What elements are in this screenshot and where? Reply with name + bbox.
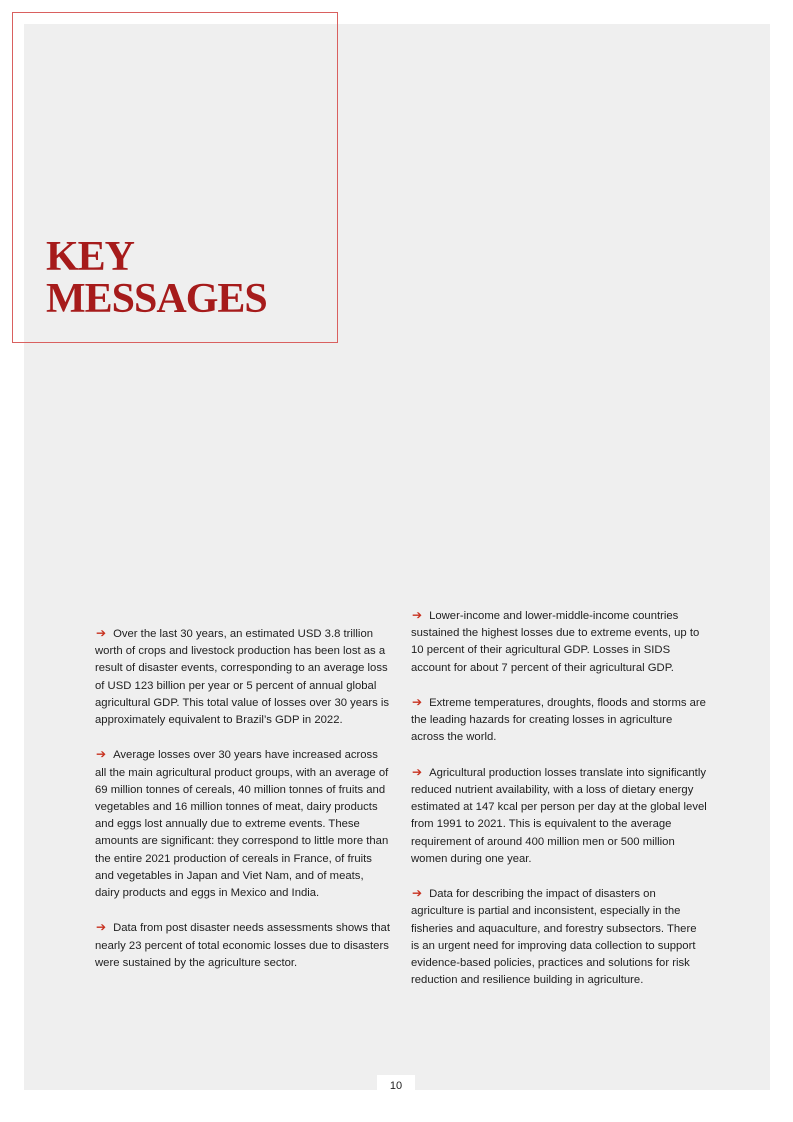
- arrow-right-icon: ➔: [412, 764, 423, 779]
- key-message-text: Data from post disaster needs assessments shows that nearly 23 percent of total economic losses due to disasters were sustained by the agriculture sector.: [95, 922, 390, 969]
- key-message-text: Data for describing the impact of disasters on agriculture is partial and inconsistent, especially in the fisheries and aquaculture, and forestry subsectors. There is an urgent need for improving data collection to support evidence-based policies, practices and solutions for risk reduction and resilience building in agriculture.: [411, 888, 697, 987]
- key-message: [411, 607, 707, 677]
- key-message-text: Extreme temperatures, droughts, floods and storms are the leading hazards for creating losses in agriculture across the world.: [411, 697, 706, 744]
- key-message: [411, 885, 707, 989]
- arrow-right-icon: ➔: [412, 608, 423, 622]
- arrow-right-icon: ➔: [96, 920, 107, 935]
- key-message: [411, 694, 707, 747]
- arrow-right-icon: ➔: [412, 886, 423, 901]
- key-messages-right-column: [411, 607, 707, 1007]
- key-message: [95, 625, 391, 729]
- key-message-text: Agricultural production losses translate into significantly reduced nutrient availability, with a loss of dietary energy estimated at 147 kcal per person per day at the global level from 1991 to 2021. This is equivalent to the average requirement of around 400 million men or 500 million women during one year.: [411, 766, 707, 865]
- arrow-right-icon: ➔: [96, 626, 107, 640]
- key-message: [95, 919, 391, 972]
- key-message-text: Average losses over 30 years have increased across all the main agricultural product groups, with an average of 69 million tonnes of cereals, 40 million tonnes of fruits and vegetables and 16 million tonnes of meat, dairy products and eggs lost annually due to extreme events. These amounts are significant: they correspond to little more than the entire 2021 production of cereals in France, of fruits and vegetables in Japan and Viet Nam, and of meats, dairy products and eggs in Mexico and India.: [95, 749, 389, 900]
- arrow-right-icon: ➔: [412, 695, 423, 709]
- arrow-right-icon: ➔: [96, 747, 107, 762]
- key-messages-left-column: [95, 625, 391, 989]
- page-number: 10: [377, 1075, 415, 1098]
- key-message: [95, 746, 391, 902]
- page-title: KEY MESSAGES: [46, 234, 267, 322]
- key-message-text: Over the last 30 years, an estimated USD 3.8 trillion worth of crops and livestock production has been lost as a result of disaster events, corresponding to an average loss of USD 123 billion per year or 5 percent of annual global agricultural GDP. This total value of losses over 30 years is approximately equivalent to Brazil’s GDP in 2022.: [95, 628, 390, 727]
- key-message-text: Lower-income and lower-middle-income countries sustained the highest losses due to extreme events, up to 10 percent of their agricultural GDP. Losses in SIDS account for about 7 percent of their agricultural GDP.: [411, 610, 700, 674]
- key-message: [411, 764, 707, 868]
